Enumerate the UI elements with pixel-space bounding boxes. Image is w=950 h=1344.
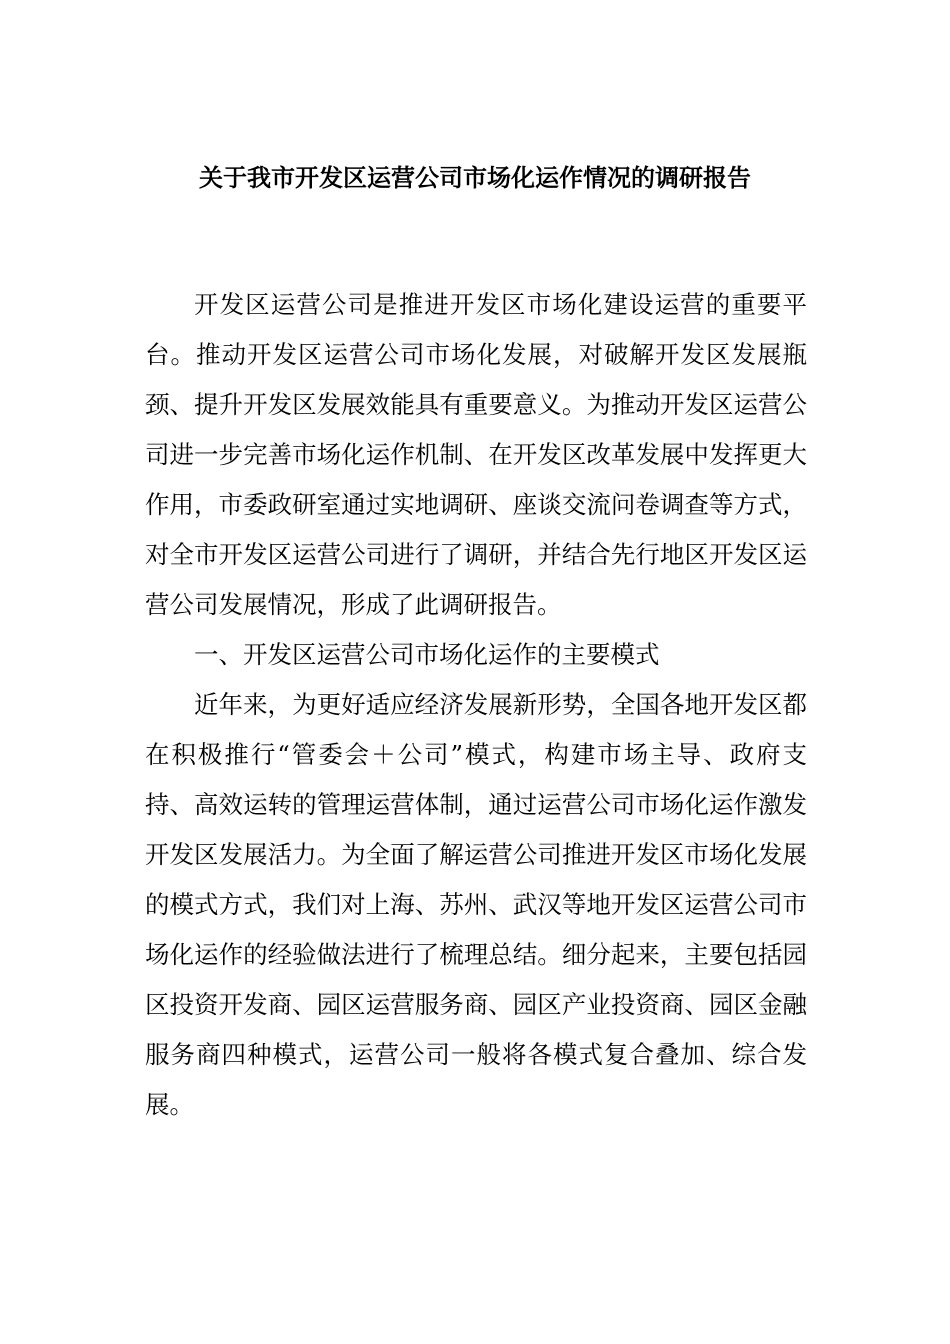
document-body [145, 280, 807, 1130]
document-title: 关于我市开发区运营公司市场化运作情况的调研报告 [199, 164, 751, 192]
paragraph-section-1: 近年来，为更好适应经济发展新形势，全国各地开发区都在积极推行“管委会＋公司”模式，构建市场主导、政府支持、高效运转的管理运营体制，通过运营公司市场化运作激发开发区发展活力。为全面了解运营公司推进开发区市场化发展的模式方式，我们对上海、苏州、武汉等地开发区运营公司市场化运作的经验做法进行了梳理总结。细分起来，主要包括园区投资开发商、园区运营服务商、园区产业投资商、园区金融服务商四种模式，运营公司一般将各模式复合叠加、综合发展。 [145, 690, 807, 1119]
paragraph-intro: 开发区运营公司是推进开发区市场化建设运营的重要平台。推动开发区运营公司市场化发展，对破解开发区发展瓶颈、提升开发区发展效能具有重要意义。为推动开发区运营公司进一步完善市场化运作机制、在开发区改革发展中发挥更大作用，市委政研室通过实地调研、座谈交流问卷调查等方式，对全市开发区运营公司进行了调研，并结合先行地区开发区运营公司发展情况，形成了此调研报告。 [145, 290, 807, 619]
section-heading-1: 一、开发区运营公司市场化运作的主要模式 [194, 640, 660, 669]
